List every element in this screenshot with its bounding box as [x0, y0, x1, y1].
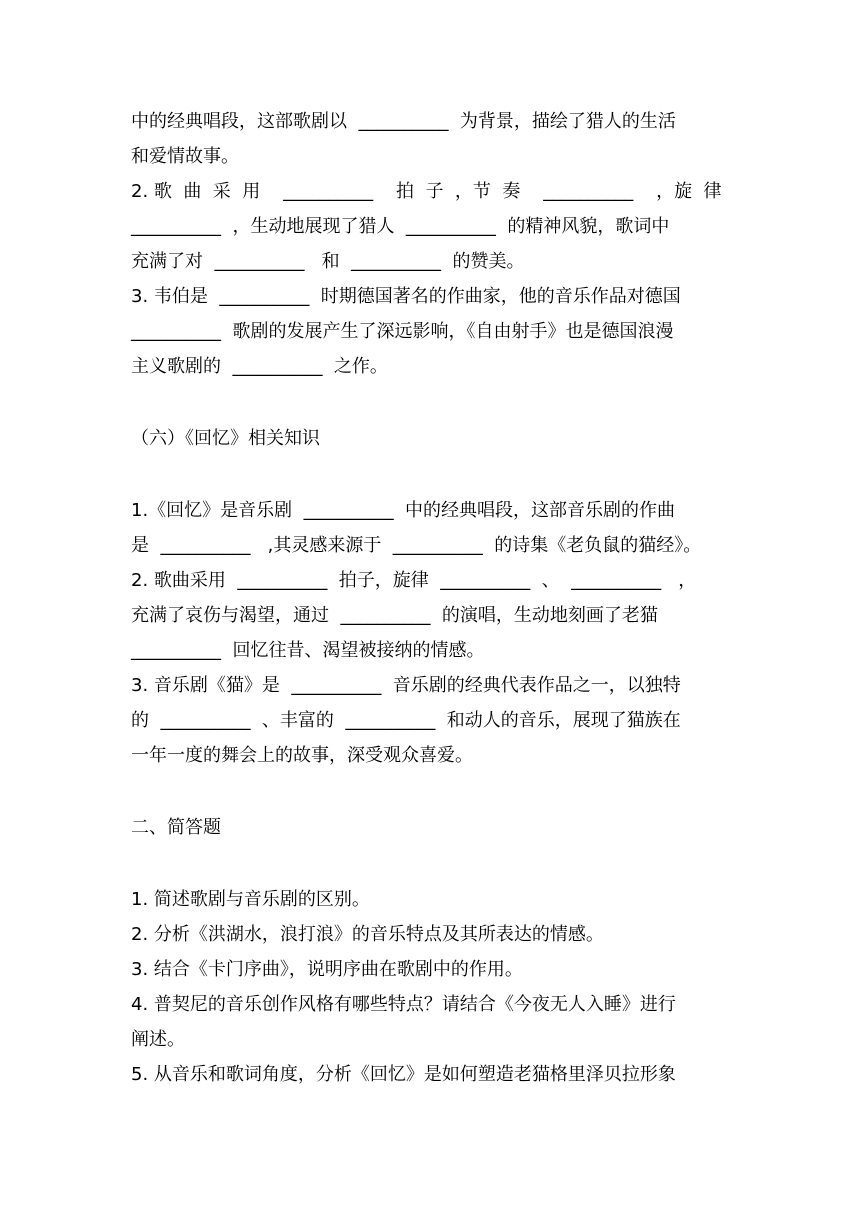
line-text: 3. 韦伯是 __________ 时期德国著名的作曲家，他的音乐作品对德国	[131, 286, 681, 307]
question-line	[131, 882, 733, 918]
text-line	[131, 139, 733, 175]
line-text: 充满了哀伤与渴望，通过 __________ 的演唱，生动地刻画了老猫	[131, 605, 658, 626]
line-text: __________ 歌剧的发展产生了深远影响，《自由射手》也是德国浪漫	[131, 321, 674, 342]
line-text: 的 __________ 、丰富的 __________ 和动人的音乐，展现了猫族在	[131, 710, 681, 731]
line-text: 2. 歌曲采用 __________ 拍子，旋律 __________ 、 __________ ，	[131, 570, 697, 591]
question-line	[131, 952, 733, 988]
line-text: 3. 音乐剧《猫》是 __________ 音乐剧的经典代表作品之一，以独特	[131, 675, 681, 696]
part-heading-text: 二、简答题	[131, 817, 221, 838]
text-line	[131, 314, 733, 350]
question-line	[131, 917, 733, 953]
text-line	[131, 104, 733, 140]
line-text: 一年一度的舞会上的故事，深受观众喜爱。	[131, 745, 473, 766]
question-text: 3. 结合《卡门序曲》，说明序曲在歌剧中的作用。	[131, 959, 523, 980]
question-line	[131, 1057, 733, 1093]
line-text: 中的经典唱段，这部歌剧以 __________ 为背景，描绘了猎人的生活	[131, 111, 676, 132]
text-line	[131, 598, 733, 634]
text-line	[131, 563, 733, 599]
text-line	[131, 493, 733, 529]
text-line	[131, 244, 733, 280]
question-text: 2. 分析《洪湖水，浪打浪》的音乐特点及其所表达的情感。	[131, 924, 604, 945]
section-heading	[131, 421, 733, 457]
question-line	[131, 987, 733, 1023]
question-text: 1. 简述歌剧与音乐剧的区别。	[131, 889, 370, 910]
question-text: 阐述。	[131, 1029, 185, 1050]
text-line	[131, 528, 733, 564]
line-text: 主义歌剧的 __________ 之作。	[131, 356, 388, 377]
line-text: __________ 回忆往昔、渴望被接纳的情感。	[131, 640, 485, 661]
text-line	[131, 349, 733, 385]
part-heading	[131, 810, 733, 846]
text-line	[131, 209, 733, 245]
question-line	[131, 1022, 733, 1058]
text-line	[131, 703, 733, 739]
text-line	[131, 279, 733, 315]
question-text: 5. 从音乐和歌词角度，分析《回忆》是如何塑造老猫格里泽贝拉形象	[131, 1064, 676, 1085]
question-text: 4. 普契尼的音乐创作风格有哪些特点？请结合《今夜无人入睡》进行	[131, 994, 676, 1015]
line-text: 充满了对 __________ 和 __________ 的赞美。	[131, 251, 525, 272]
line-text: __________ ，生动地展现了猎人 __________ 的精神风貌，歌词中	[131, 216, 670, 237]
text-line	[131, 668, 733, 704]
text-line	[131, 174, 733, 210]
line-text: 1.《回忆》是音乐剧 __________ 中的经典唱段，这部音乐剧的作曲	[131, 500, 676, 521]
text-line	[131, 633, 733, 669]
section-heading-text: （六）《回忆》相关知识	[131, 428, 320, 449]
text-line	[131, 738, 733, 774]
line-text: 是 __________ ,其灵感来源于 __________ 的诗集《老负鼠的猫经》。	[131, 535, 702, 556]
line-text: 2. 歌 曲 采 用 __________ 拍 子 ，节 奏 __________ ，旋 律	[131, 181, 722, 202]
line-text: 和爱情故事。	[131, 146, 239, 167]
